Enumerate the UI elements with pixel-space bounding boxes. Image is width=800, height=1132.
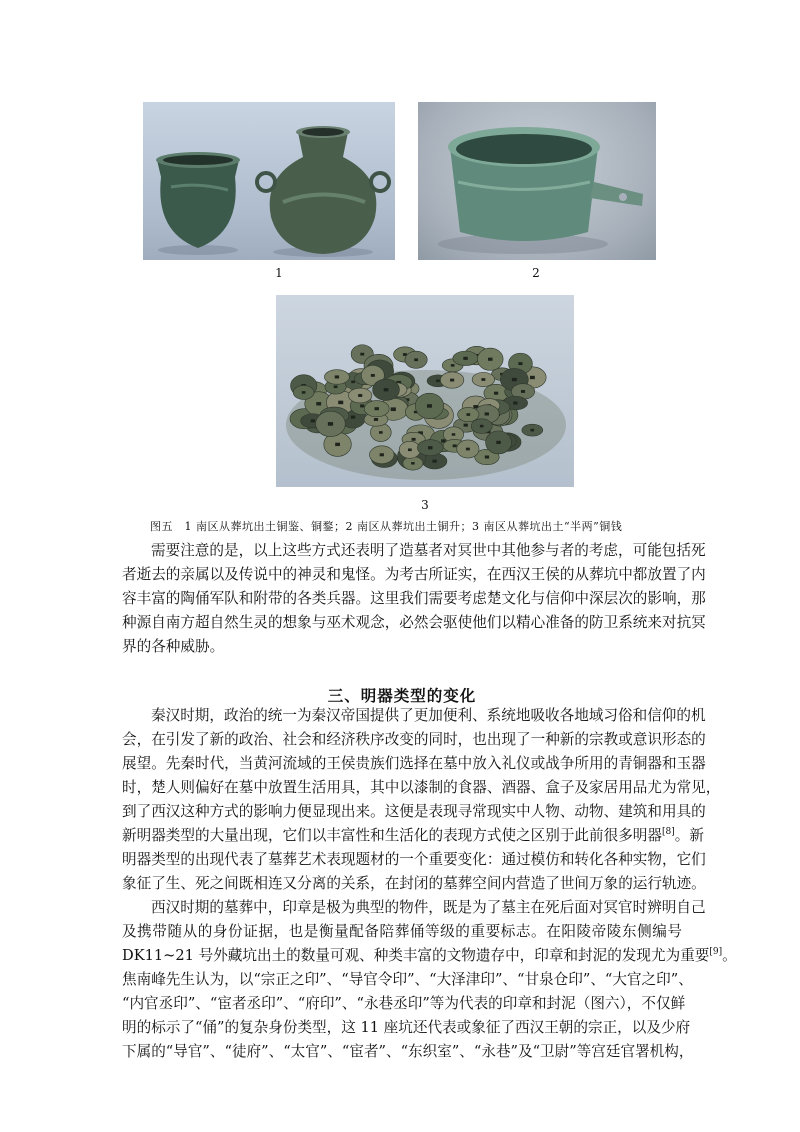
coin-shape xyxy=(369,446,394,464)
coin-shape xyxy=(399,441,420,458)
coin-shape xyxy=(324,370,349,385)
coin-shape xyxy=(373,379,400,400)
coin-shape xyxy=(522,424,543,436)
text-line: 时，楚人则偏好在墓中放置生活用具，其中以漆制的食器、酒器、盒子及家居用品尤为常见， xyxy=(122,779,721,796)
text-line: “内官丞印”、“宦者丞印”、“府印”、“永巷丞印”等为代表的印章和封泥（图六），不仅鲜 xyxy=(122,995,686,1012)
coin-shape xyxy=(405,351,427,368)
bronze-vessels-image xyxy=(143,102,395,260)
bronze-jian-mou-photo xyxy=(143,102,395,260)
text-line: 容丰富的陶俑军队和附带的各类兵器。这里我们需要考虑楚文化与信仰中深层次的影响，那 xyxy=(122,590,706,607)
text-line: 会，在引发了新的政治、社会和经济秩序改变的同时，也出现了一种新的宗教或意识形态的 xyxy=(122,731,706,748)
figure-label-2: 2 xyxy=(532,266,540,280)
text-line: 者逝去的亲属以及传说中的神灵和鬼怪。为考古所证实，在西汉王侯的从葬坑中都放置了内 xyxy=(122,566,706,583)
coin-shape xyxy=(440,372,463,388)
text-line: 界的各种威胁。 xyxy=(122,638,225,655)
figure-caption: 图五 1 南区从葬坑出土铜鉴、铜鍪；2 南区从葬坑出土铜升；3 南区从葬坑出土“半两”铜钱 xyxy=(150,520,623,533)
section-heading: 三、明器类型的变化 xyxy=(327,687,477,705)
coin-shape xyxy=(316,411,346,436)
coin-shape xyxy=(453,351,478,365)
paragraph-1 xyxy=(122,539,706,659)
banliang-coins-photo xyxy=(276,295,574,487)
coin-shape xyxy=(364,401,389,417)
footnote-ref: [8] xyxy=(661,827,675,838)
coin-shape xyxy=(457,440,479,458)
text-line: 下属的“导官”、“徒府”、“太官”、“宦者”、“东织室”、“永巷”及“卫尉”等宫廷官署机构， xyxy=(122,1043,694,1060)
paragraph-2 xyxy=(122,704,737,1064)
bronze-sheng-photo xyxy=(418,102,656,260)
text-line-with-ref xyxy=(122,824,704,848)
coin-shape xyxy=(417,440,443,456)
text-line: 需要注意的是，以上这些方式还表明了造墓者对冥世中其他参与者的考虑，可能包括死 xyxy=(151,542,706,559)
coins-image xyxy=(276,295,574,487)
text-line: 明的标示了“俑”的复杂身份类型，这 11 座坑还代表或象征了西汉王朝的宗正，以及少府 xyxy=(122,1019,691,1036)
bronze-measure-image xyxy=(418,102,656,260)
text-line: 种源自南方超自然生灵的想象与巫术观念，必然会驱使他们以精心准备的防卫系统来对抗冥 xyxy=(122,614,706,631)
footnote-ref: [9] xyxy=(709,947,723,958)
coin-shape xyxy=(477,348,503,370)
coin-shape xyxy=(403,457,423,471)
text-line: 及携带随从的身份证据，也是衡量配备陪葬俑等级的重要标志。在阳陵帝陵东侧编号 xyxy=(122,923,682,940)
text-segment: DK11~21 号外藏坑出土的数量可观、种类丰富的文物遗存中，印章和封泥的发现尤为重要 xyxy=(122,947,710,964)
text-segment: 新明器类型的大量出现，它们以丰富性和生活化的表现方式使之区别于此前很多明器 xyxy=(122,827,662,844)
figure-label-1: 1 xyxy=(275,266,283,280)
text-segment: 。 xyxy=(722,947,737,964)
text-line: 象征了生、死之间既相连又分离的关系，在封闭的墓葬空间内营造了世间万象的运行轨迹。 xyxy=(122,875,706,892)
text-line: 秦汉时期，政治的统一为秦汉帝国提供了更加便利、系统地吸收各地域习俗和信仰的机 xyxy=(151,707,706,724)
coin-shape xyxy=(293,385,314,399)
text-line-with-ref xyxy=(122,944,737,968)
text-line: 明器类型的出现代表了墓葬艺术表现题材的一个重要变化：通过模仿和转化各种实物，它们 xyxy=(122,851,706,868)
text-segment: 。新 xyxy=(674,827,704,844)
coin-shape xyxy=(348,388,371,403)
coin-shape xyxy=(471,419,492,434)
coin-shape xyxy=(415,393,443,419)
figure-label-3: 3 xyxy=(421,498,429,512)
text-line: 到了西汉这种方式的影响力便显现出来。这便是表现寻常现实中人物、动物、建筑和用具的 xyxy=(122,803,706,820)
coin-shape xyxy=(486,431,512,454)
text-line: 展望。先秦时代，当黄河流域的王侯贵族们选择在墓中放入礼仪或战争所用的青铜器和玉器 xyxy=(122,755,706,772)
text-line: 焦南峰先生认为，以“宗正之印”、“导官令印”、“大泽津印”、“甘泉仓印”、“大官之印”、 xyxy=(122,971,693,988)
text-line: 西汉时期的墓葬中，印章是极为典型的物件，既是为了墓主在死后面对冥官时辨明自己 xyxy=(151,899,706,916)
coin-shape xyxy=(458,407,479,421)
coin-shape xyxy=(472,372,494,386)
